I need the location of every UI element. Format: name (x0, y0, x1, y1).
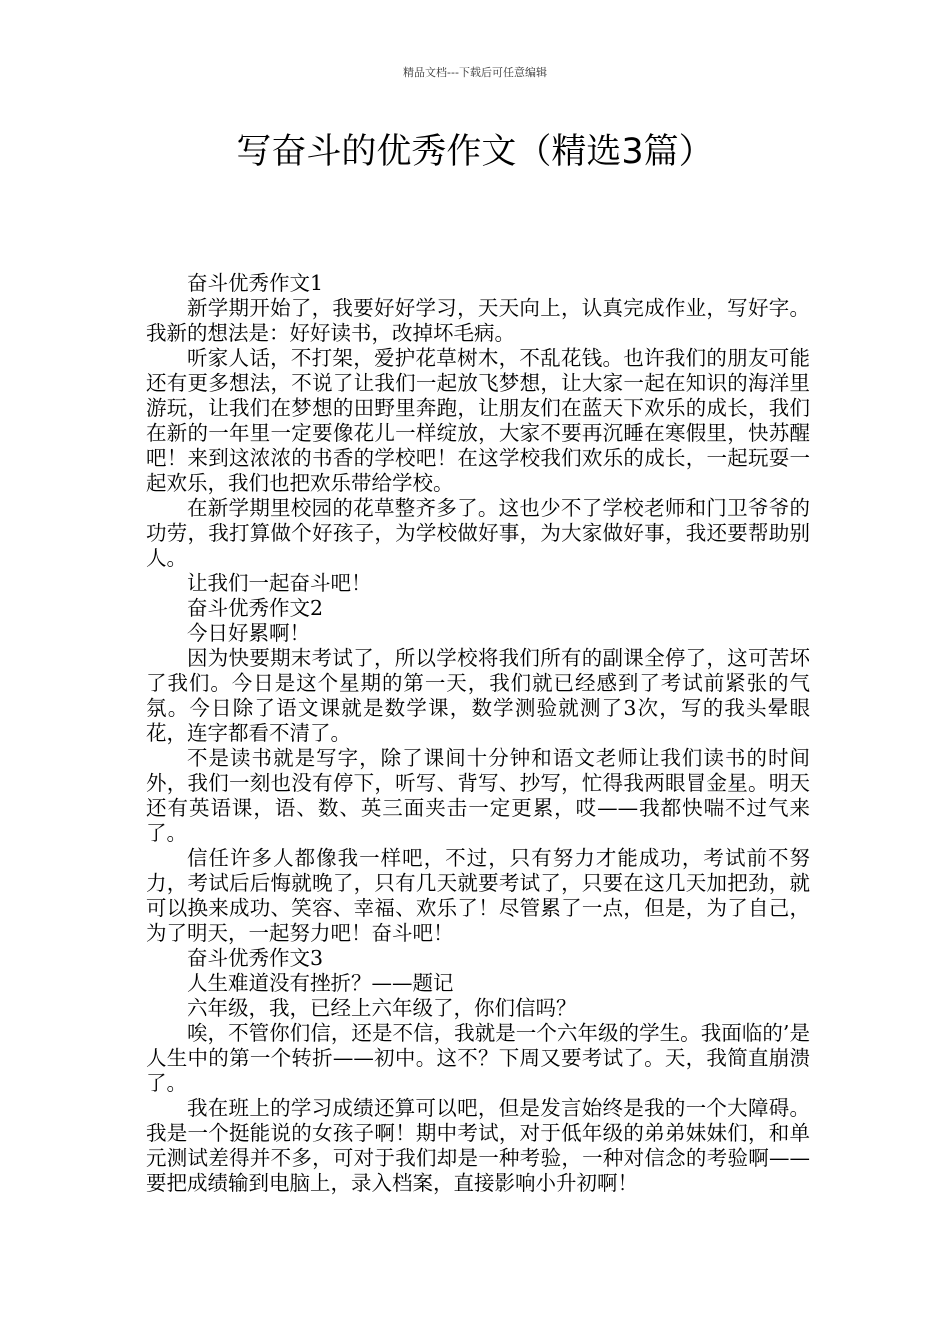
document-body (146, 271, 810, 1196)
header-note: 精品文档---下载后可任意编辑 (403, 66, 547, 79)
paragraph: 人生难道没有挫折？——题记 (187, 971, 454, 995)
paragraph: 因为快要期末考试了，所以学校将我们所有的副课全停了，这可苦坏了我们。今日是这个星期的第一天，我们就已经感到了考试前紧张的气氛。今日除了语文课就是数学课，数学测验就测了3次，写的我头晕眼花，连字都看不清了。 (146, 646, 810, 745)
paragraph: 不是读书就是写字，除了课间十分钟和语文老师让我们读书的时间外，我们一刻也没有停下，听写、背写、抄写，忙得我两眼冒金星。明天还有英语课，语、数、英三面夹击一定更累，哎——我都快喘不过气来了。 (146, 746, 810, 845)
section-heading-1: 奋斗优秀作文1 (187, 271, 324, 295)
paragraph: 信任许多人都像我一样吧，不过，只有努力才能成功，考试前不努力，考试后后悔就晚了，只有几天就要考试了，只要在这几天加把劲，就可以换来成功、笑容、幸福、欢乐了！尽管累了一点，但是，为了自己，为了明天，一起努力吧！奋斗吧！ (146, 846, 810, 945)
paragraph: 唉，不管你们信，还是不信，我就是一个六年级的学生。我面临的’是人生中的第一个转折——初中。这不？下周又要考试了。天，我简直崩溃了。 (146, 1021, 810, 1095)
paragraph: 我在班上的学习成绩还算可以吧，但是发言始终是我的一个大障碍。我是一个挺能说的女孩子啊！期中考试，对于低年级的弟弟妹妹们，和单元测试差得并不多，可对于我们却是一种考验，一种对信念的考验啊——要把成绩输到电脑上，录入档案，直接影响小升初啊！ (146, 1096, 810, 1195)
paragraph: 新学期开始了，我要好好学习，天天向上，认真完成作业，写好字。我新的想法是：好好读书，改掉坏毛病。 (146, 296, 810, 345)
paragraph: 听家人话，不打架，爱护花草树木，不乱花钱。也许我们的朋友可能还有更多想法，不说了让我们一起放飞梦想，让大家一起在知识的海洋里游玩，让我们在梦想的田野里奔跑，让朋友们在蓝天下欢乐的成长，我们在新的一年里一定要像花儿一样绽放，大家不要再沉睡在寒假里，快苏醒吧！来到这浓浓的书香的学校吧！在这学校我们欢乐的成长，一起玩耍一起欢乐，我们也把欢乐带给学校。 (146, 346, 810, 495)
paragraph: 今日好累啊！ (187, 621, 310, 645)
paragraph: 在新学期里校园的花草整齐多了。这也少不了学校老师和门卫爷爷的功劳，我打算做个好孩子，为学校做好事，为大家做好事，我还要帮助别人。 (146, 496, 810, 570)
section-heading-3: 奋斗优秀作文3 (187, 946, 324, 970)
document-title: 写奋斗的优秀作文（精选3篇） (236, 132, 714, 172)
section-heading-2: 奋斗优秀作文2 (187, 596, 324, 620)
paragraph: 让我们一起奋斗吧！ (187, 571, 372, 595)
paragraph: 六年级，我，已经上六年级了，你们信吗？ (187, 996, 577, 1020)
